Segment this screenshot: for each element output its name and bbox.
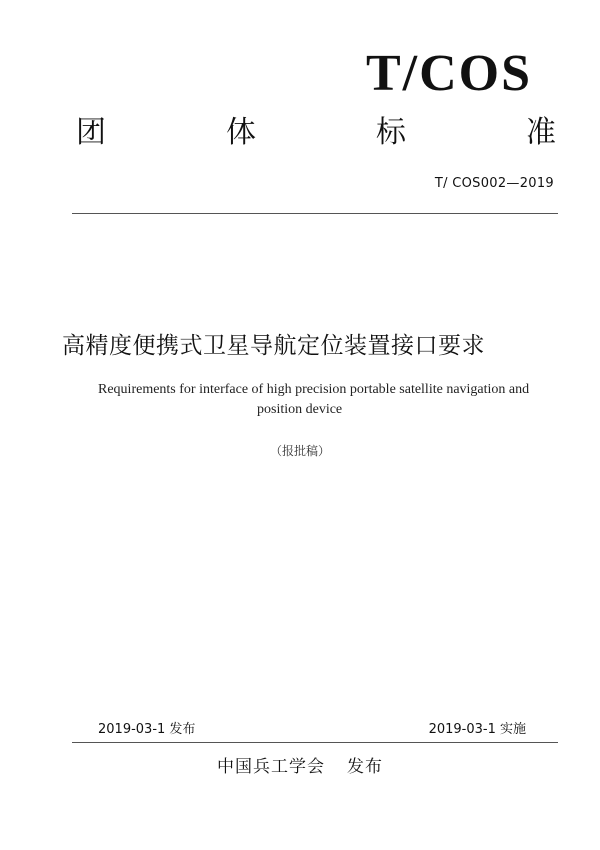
top-divider [72, 213, 558, 214]
issue-date: 2019-03-1 发布 [98, 722, 196, 737]
standard-type-char-4: 准 [526, 115, 556, 150]
standard-type-char-1: 团 [76, 115, 106, 150]
standard-type-char-3: 标 [376, 115, 406, 150]
standard-number: T/ COS002—2019 [434, 176, 554, 191]
title-chinese: 高精度便携式卫星导航定位装置接口要求 [62, 333, 485, 359]
bottom-divider [72, 742, 558, 743]
title-english-line-2: position device [257, 402, 343, 417]
standard-logo: T/COS [365, 45, 532, 102]
publisher-line [0, 752, 600, 777]
implementation-date: 2019-03-1 实施 [428, 722, 526, 737]
publisher-name: 中国兵工学会 [217, 757, 325, 777]
draft-status: （报批稿） [269, 444, 330, 458]
standard-type-heading [76, 115, 556, 150]
title-english [98, 380, 538, 420]
publish-label: 发布 [347, 757, 383, 777]
standard-type-char-2: 体 [226, 115, 256, 150]
title-english-line-1: Requirements for interface of high precision portable satellite navigation and [98, 382, 530, 397]
